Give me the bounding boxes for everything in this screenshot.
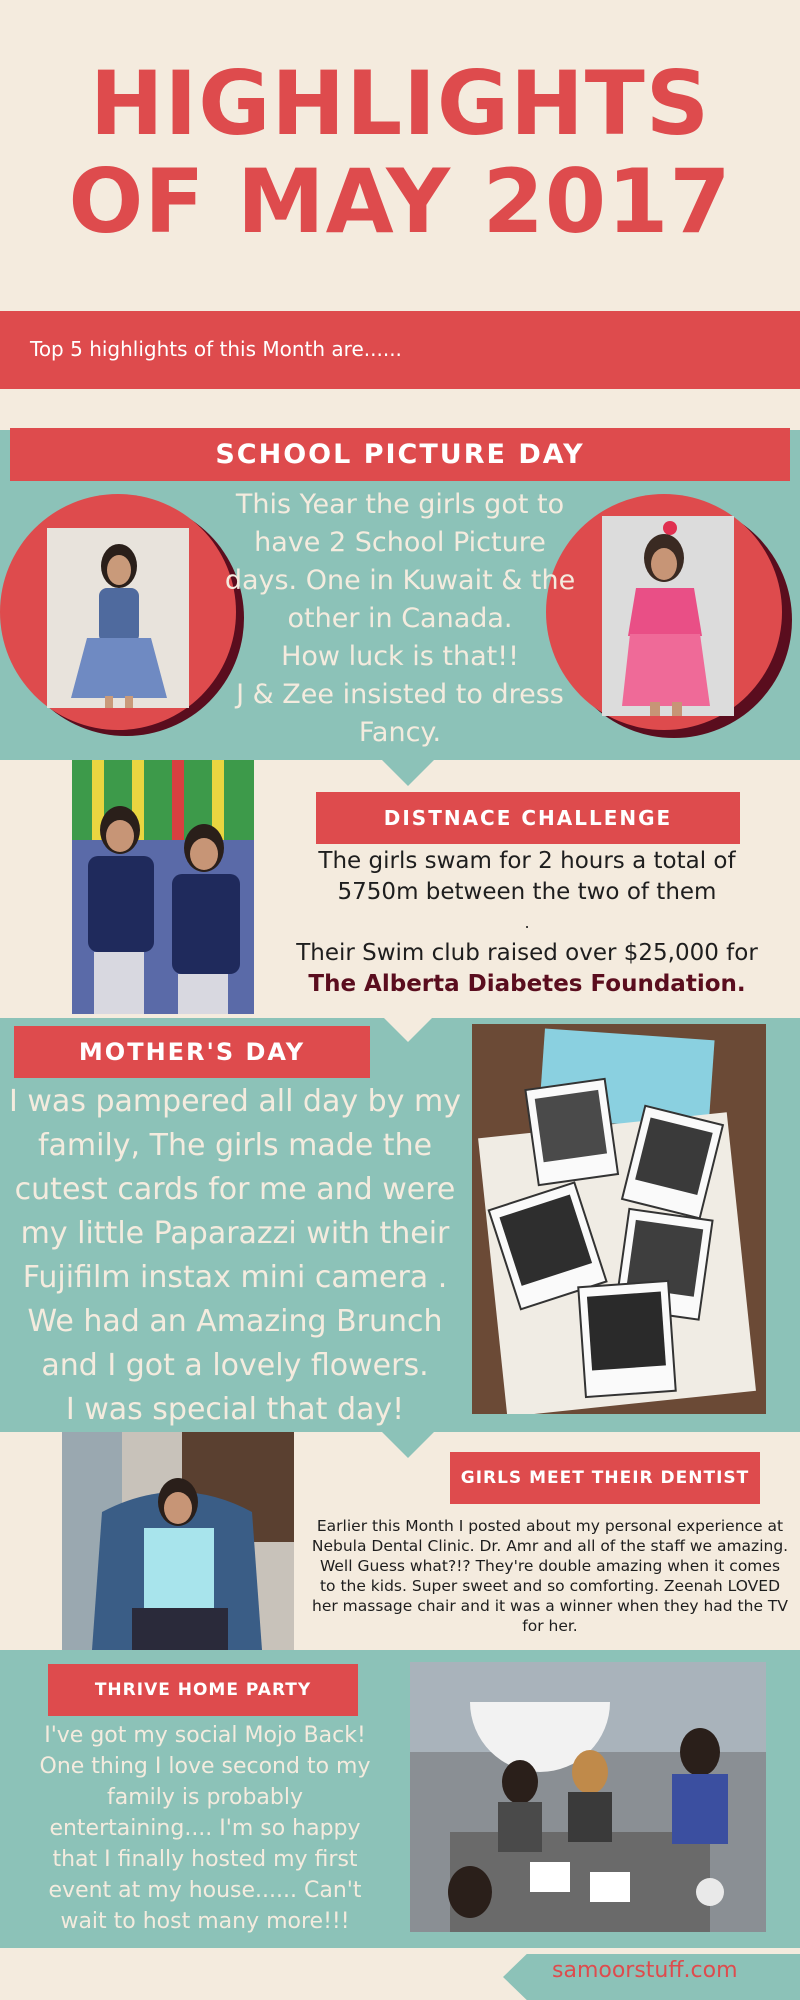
- text-line: Fujifilm instax mini camera .: [22, 1260, 448, 1295]
- page-title-line1: HIGHLIGHTS: [89, 52, 711, 155]
- dentist-text: [310, 1516, 790, 1636]
- text-line: cutest cards for me and were: [14, 1172, 456, 1207]
- text-line: entertaining.... I'm so happy: [49, 1816, 361, 1841]
- text-line: I was pampered all day by my: [9, 1084, 461, 1119]
- text-line: other in Canada.: [287, 603, 513, 634]
- text-line: Well Guess what?!? They're double amazing when it comes: [319, 1557, 781, 1575]
- section-arrow: [382, 1016, 434, 1042]
- text-line: We had an Amazing Brunch: [27, 1304, 443, 1339]
- text-line: 5750m between the two of them: [337, 879, 717, 905]
- text-line: Their Swim club raised over $25,000 for: [296, 940, 758, 966]
- intro-text: Top 5 highlights of this Month are......: [30, 337, 402, 361]
- text-line: have 2 School Picture: [254, 527, 546, 558]
- section-arrow: [382, 1432, 434, 1458]
- mothers-day-label: MOTHER'S DAY: [14, 1026, 370, 1078]
- text-line: her massage chair and it was a winner when they had the TV: [312, 1597, 788, 1615]
- text-line: that I finally hosted my first: [52, 1847, 358, 1872]
- text-line: J & Zee insisted to dress: [236, 679, 564, 710]
- text-line: for her.: [522, 1617, 578, 1635]
- school-picture-day-label: SCHOOL PICTURE DAY: [10, 428, 790, 481]
- school-photo-girl-pink-dress: [602, 516, 734, 716]
- text-line: and I got a lovely flowers.: [41, 1348, 429, 1383]
- page-title-line2: OF MAY 2017: [68, 150, 732, 253]
- text-line: The Alberta Diabetes Foundation.: [308, 971, 746, 997]
- text-line: The girls swam for 2 hours a total of: [318, 848, 736, 874]
- text-line: event at my house...... Can't: [48, 1878, 362, 1903]
- text-line: days. One in Kuwait & the: [224, 565, 576, 596]
- text-line: wait to host many more!!!: [60, 1909, 350, 1934]
- distance-challenge-text: [290, 846, 764, 1000]
- mothers-day-text: [0, 1080, 470, 1432]
- dentist-label: GIRLS MEET THEIR DENTIST: [450, 1452, 760, 1504]
- text-line: I've got my social Mojo Back!: [44, 1723, 366, 1748]
- text-line: to the kids. Super sweet and so comforting. Zeenah LOVED: [319, 1577, 781, 1595]
- text-line: Fancy.: [358, 717, 442, 748]
- text-line: One thing I love second to my: [39, 1754, 371, 1779]
- text-line: family, The girls made the: [37, 1128, 433, 1163]
- intro-banner: [0, 311, 800, 389]
- home-party-photo: [410, 1662, 766, 1932]
- school-picture-day-text: [215, 486, 585, 752]
- mothers-day-cards-photo: [472, 1024, 766, 1414]
- school-photo-girl-blue-dress: [47, 528, 189, 708]
- text-line: Earlier this Month I posted about my personal experience at: [316, 1517, 784, 1535]
- section-arrow: [382, 760, 434, 786]
- text-line: Nebula Dental Clinic. Dr. Amr and all of the staff we amazing.: [311, 1537, 789, 1555]
- text-line: .: [524, 913, 530, 932]
- thrive-home-party-label: THRIVE HOME PARTY: [48, 1664, 358, 1716]
- dentist-photo: [62, 1432, 294, 1650]
- swim-photo-two-girls: [72, 760, 254, 1014]
- site-link[interactable]: samoorstuff.com: [552, 1958, 738, 1983]
- distance-challenge-label: DISTNACE CHALLENGE: [316, 792, 740, 844]
- text-line: I was special that day!: [65, 1392, 405, 1427]
- text-line: my little Paparazzi with their: [20, 1216, 450, 1251]
- text-line: This Year the girls got to: [235, 489, 565, 520]
- thrive-home-party-text: [30, 1720, 380, 1937]
- text-line: How luck is that!!: [281, 641, 519, 672]
- text-line: family is probably: [107, 1785, 303, 1810]
